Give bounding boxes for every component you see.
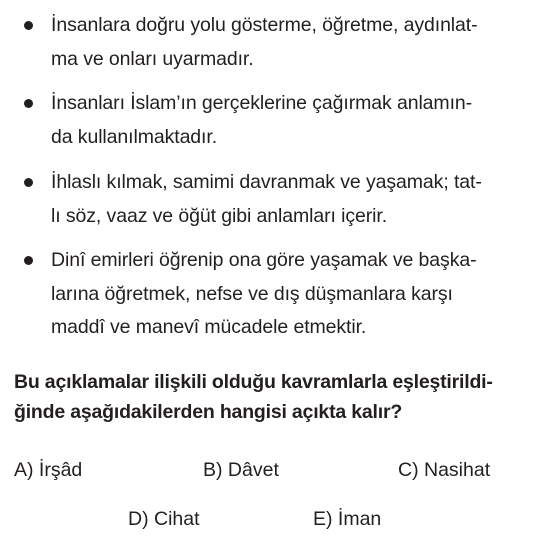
option-b[interactable]: B) Dâvet (203, 459, 279, 481)
statement-line: İhlaslı kılmak, samimi davranmak ve yaşamak; tat- (51, 171, 482, 193)
statement-line: İnsanlara doğru yolu gösterme, öğretme, aydınlat- (51, 14, 478, 36)
bullet-icon (24, 178, 33, 187)
statement-line: İnsanları İslam’ın gerçeklerine çağırmak anlamın- (51, 92, 473, 114)
statement-line: larına öğretmek, nefse ve dış düşmanlara karşı (51, 283, 453, 305)
statement-line: lı söz, vaaz ve öğüt gibi anlamları içerir. (51, 205, 388, 227)
question-line: ğinde aşağıdakilerden hangisi açıkta kalır? (14, 401, 403, 423)
option-d[interactable]: D) Cihat (128, 508, 200, 530)
statement-line: maddî ve manevî mücadele etmektir. (51, 316, 367, 338)
option-a[interactable]: A) İrşâd (14, 459, 83, 481)
statement-line: ma ve onları uyarmadır. (51, 48, 254, 70)
question-line: Bu açıklamalar ilişkili olduğu kavramlarla eşleştirildi- (14, 371, 493, 393)
statement-line: Dinî emirleri öğrenip ona göre yaşamak ve başka- (51, 249, 477, 271)
bullet-icon (24, 99, 33, 108)
statement-line: da kullanılmaktadır. (51, 126, 218, 148)
option-c[interactable]: C) Nasihat (398, 459, 491, 481)
bullet-icon (24, 256, 33, 265)
option-e[interactable]: E) İman (313, 508, 382, 530)
bullet-icon (24, 21, 33, 30)
